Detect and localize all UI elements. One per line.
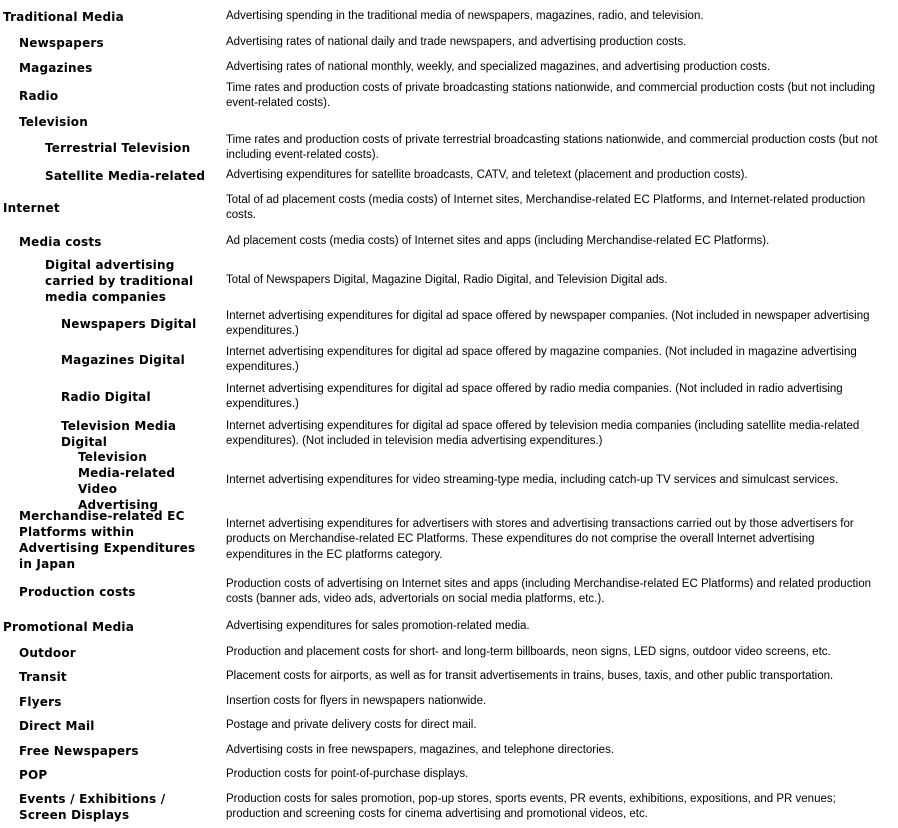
term-label: Merchandise-related EC Platforms within Advertising Expenditures in Japan [19,509,196,571]
glossary-row [0,344,898,376]
term-definition: Advertising spending in the traditional media of newspapers, magazines, radio, and television. [226,10,704,23]
term-definition: Internet advertising expenditures for video streaming-type media, including catch-up TV services and simulcast services. [226,474,839,487]
term-definition: Total of Newspapers Digital, Magazine Digital, Radio Digital, and Television Digital ads. [226,274,668,287]
glossary-row [0,132,898,164]
term-label: Internet [3,201,60,215]
term-label: Flyers [19,695,62,709]
glossary-row [0,418,898,450]
glossary-row [0,381,898,413]
glossary-row [0,166,898,186]
term-definition: Internet advertising expenditures for advertisers with stores and advertising transactions carried out by those advertisers for products on Merchandise-related EC Platforms. These expenditures do not comprise the overall Internet advertising expenditures in the EC platforms category. [226,517,854,561]
term-definition: Time rates and production costs of private terrestrial broadcasting stations nationwide, and commercial production costs (but not including event-related costs). [226,133,878,161]
term-definition: Time rates and production costs of private broadcasting stations nationwide, and commercial production costs (but not including event-related costs). [226,81,876,109]
glossary-row [0,617,898,637]
term-label: POP [19,768,48,782]
term-label: Television [19,115,88,129]
term-label: Production costs [19,585,136,599]
term-label: Media costs [19,235,102,249]
term-definition: Advertising expenditures for sales promotion-related media. [226,620,530,633]
term-label: Digital advertising carried by traditional media companies [45,258,194,304]
term-definition: Insertion costs for flyers in newspapers nationwide. [226,695,487,708]
term-definition: Advertising expenditures for satellite broadcasts, CATV, and teletext (placement and production costs). [226,169,748,182]
term-label: Newspapers [19,36,104,50]
term-label: Satellite Media-related [45,169,206,183]
term-label: Magazines Digital [61,353,185,367]
glossary-row [0,232,898,252]
term-label: Terrestrial Television [45,141,191,155]
term-label: Radio Digital [61,390,151,404]
glossary-row [0,7,898,27]
term-label: Free Newspapers [19,744,139,758]
glossary-row [0,308,898,340]
term-label: Outdoor [19,646,76,660]
term-definition: Production costs for sales promotion, pop-up stores, sports events, PR events, exhibitions, expositions, and PR venues; production and screening costs for cinema advertising and promotional videos, etc. [226,792,836,820]
term-definition: Placement costs for airports, as well as for transit advertisements in trains, buses, taxis, and other public transportation. [226,670,834,683]
term-label: Direct Mail [19,719,95,733]
term-label: Newspapers Digital [61,317,197,331]
glossary-row [0,667,898,687]
term-label: Magazines [19,61,93,75]
glossary-row [0,741,898,761]
glossary-row [0,576,898,608]
term-label: Promotional Media [3,620,135,634]
glossary-row [0,258,898,304]
term-definition: Production costs for point-of-purchase displays. [226,768,469,781]
glossary-row [0,192,898,224]
glossary-row [0,450,898,512]
glossary-row [0,509,898,571]
term-label: Radio [19,89,59,103]
term-definition: Advertising costs in free newspapers, magazines, and telephone directories. [226,744,615,757]
term-label: Traditional Media [3,10,124,24]
term-label: Television Media Digital [61,419,177,449]
glossary-row [0,692,898,712]
term-label: Events / Exhibitions / Screen Displays [19,792,166,822]
term-definition: Advertising rates of national daily and trade newspapers, and advertising production costs. [226,36,687,49]
term-definition: Internet advertising expenditures for digital ad space offered by radio media companies. (Not included in radio advertising expenditures.) [226,382,843,410]
glossary-row [0,58,898,78]
glossary-row [0,80,898,112]
term-definition: Internet advertising expenditures for digital ad space offered by television media companies (including satellite media-related expenditures). (Not included in television media advertising expenditures.) [226,419,860,447]
glossary-row [0,643,898,663]
glossary-row [0,716,898,736]
term-definition: Production and placement costs for short- and long-term billboards, neon signs, LED signs, outdoor video screens, etc. [226,646,831,659]
glossary-row [0,33,898,53]
term-definition: Total of ad placement costs (media costs) of Internet sites, Merchandise-related EC Platforms, and Internet-related production costs. [226,193,866,221]
term-label: Television Media-related Video Advertising [78,450,176,512]
term-label: Transit [19,670,67,684]
glossary-row [0,112,898,132]
term-definition: Ad placement costs (media costs) of Internet sites and apps (including Merchandise-related EC Platforms). [226,235,770,248]
term-definition: Internet advertising expenditures for digital ad space offered by magazine companies. (Not included in magazine advertising expenditures.) [226,345,857,373]
glossary-row [0,765,898,785]
glossary-row [0,790,898,824]
term-definition: Production costs of advertising on Internet sites and apps (including Merchandise-related EC Platforms) and related production costs (banner ads, video ads, advertorials on social media platforms, etc.). [226,577,871,605]
term-definition: Internet advertising expenditures for digital ad space offered by newspaper companies. (Not included in newspaper advertising expenditures.) [226,309,870,337]
term-definition: Postage and private delivery costs for direct mail. [226,719,477,732]
term-definition: Advertising rates of national monthly, weekly, and specialized magazines, and advertising production costs. [226,61,771,74]
